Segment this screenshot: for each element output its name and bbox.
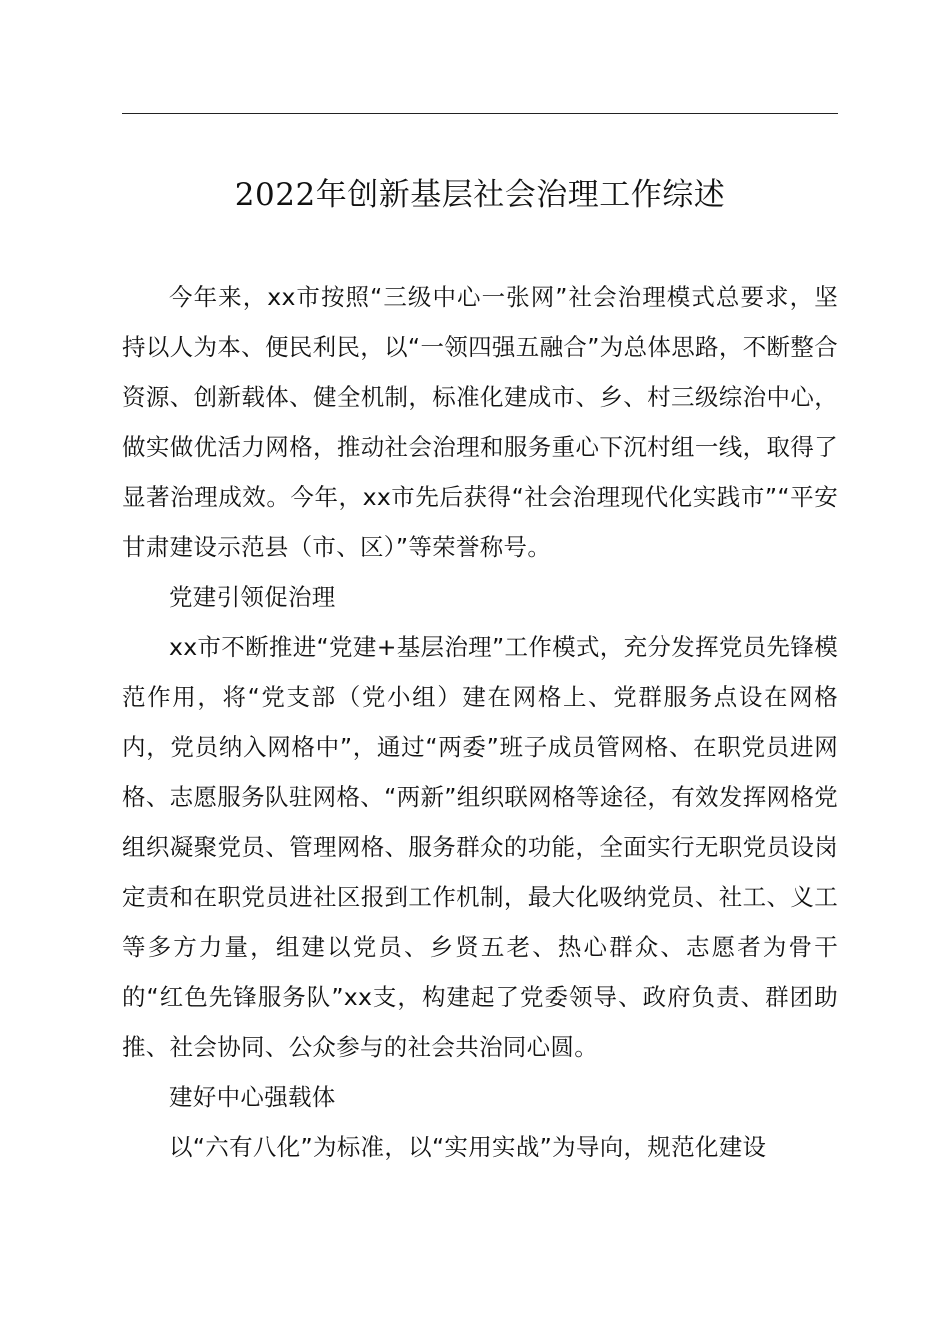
section-heading-party-building: 党建引领促治理: [169, 583, 336, 611]
document-title: 2022年创新基层社会治理工作综述: [234, 177, 726, 213]
paragraph-intro: 今年来，xx市按照“三级中心一张网”社会治理模式总要求，坚持以人为本、便民利民，以“一领四强五融合”为总体思路，不断整合资源、创新载体、健全机制，标准化建成市、乡、村三级综治中心，做实做优活力网格，推动社会治理和服务重心下沉村组一线，取得了显著治理成效。今年，xx市先后获得“社会治理现代化实践市”“平安甘肃建设示范县（市、区）”等荣誉称号。: [122, 283, 838, 561]
paragraph-center-building: 以“六有八化”为标准，以“实用实战”为导向，规范化建设: [169, 1133, 767, 1161]
section-heading-center-building: 建好中心强载体: [169, 1083, 336, 1111]
document-body: [122, 272, 838, 1172]
paragraph-party-building: xx市不断推进“党建+基层治理”工作模式，充分发挥党员先锋模范作用，将“党支部（党小组）建在网格上、党群服务点设在网格内，党员纳入网格中”，通过“两委”班子成员管网格、在职党员进网格、志愿服务队驻网格、“两新”组织联网格等途径，有效发挥网格党组织凝聚党员、管理网格、服务群众的功能，全面实行无职党员设岗定责和在职党员进社区报到工作机制，最大化吸纳党员、社工、义工等多方力量，组建以党员、乡贤五老、热心群众、志愿者为骨干的“红色先锋服务队”xx支，构建起了党委领导、政府负责、群团助推、社会协同、公众参与的社会共治同心圆。: [122, 633, 838, 1061]
header-rule: [122, 113, 838, 114]
